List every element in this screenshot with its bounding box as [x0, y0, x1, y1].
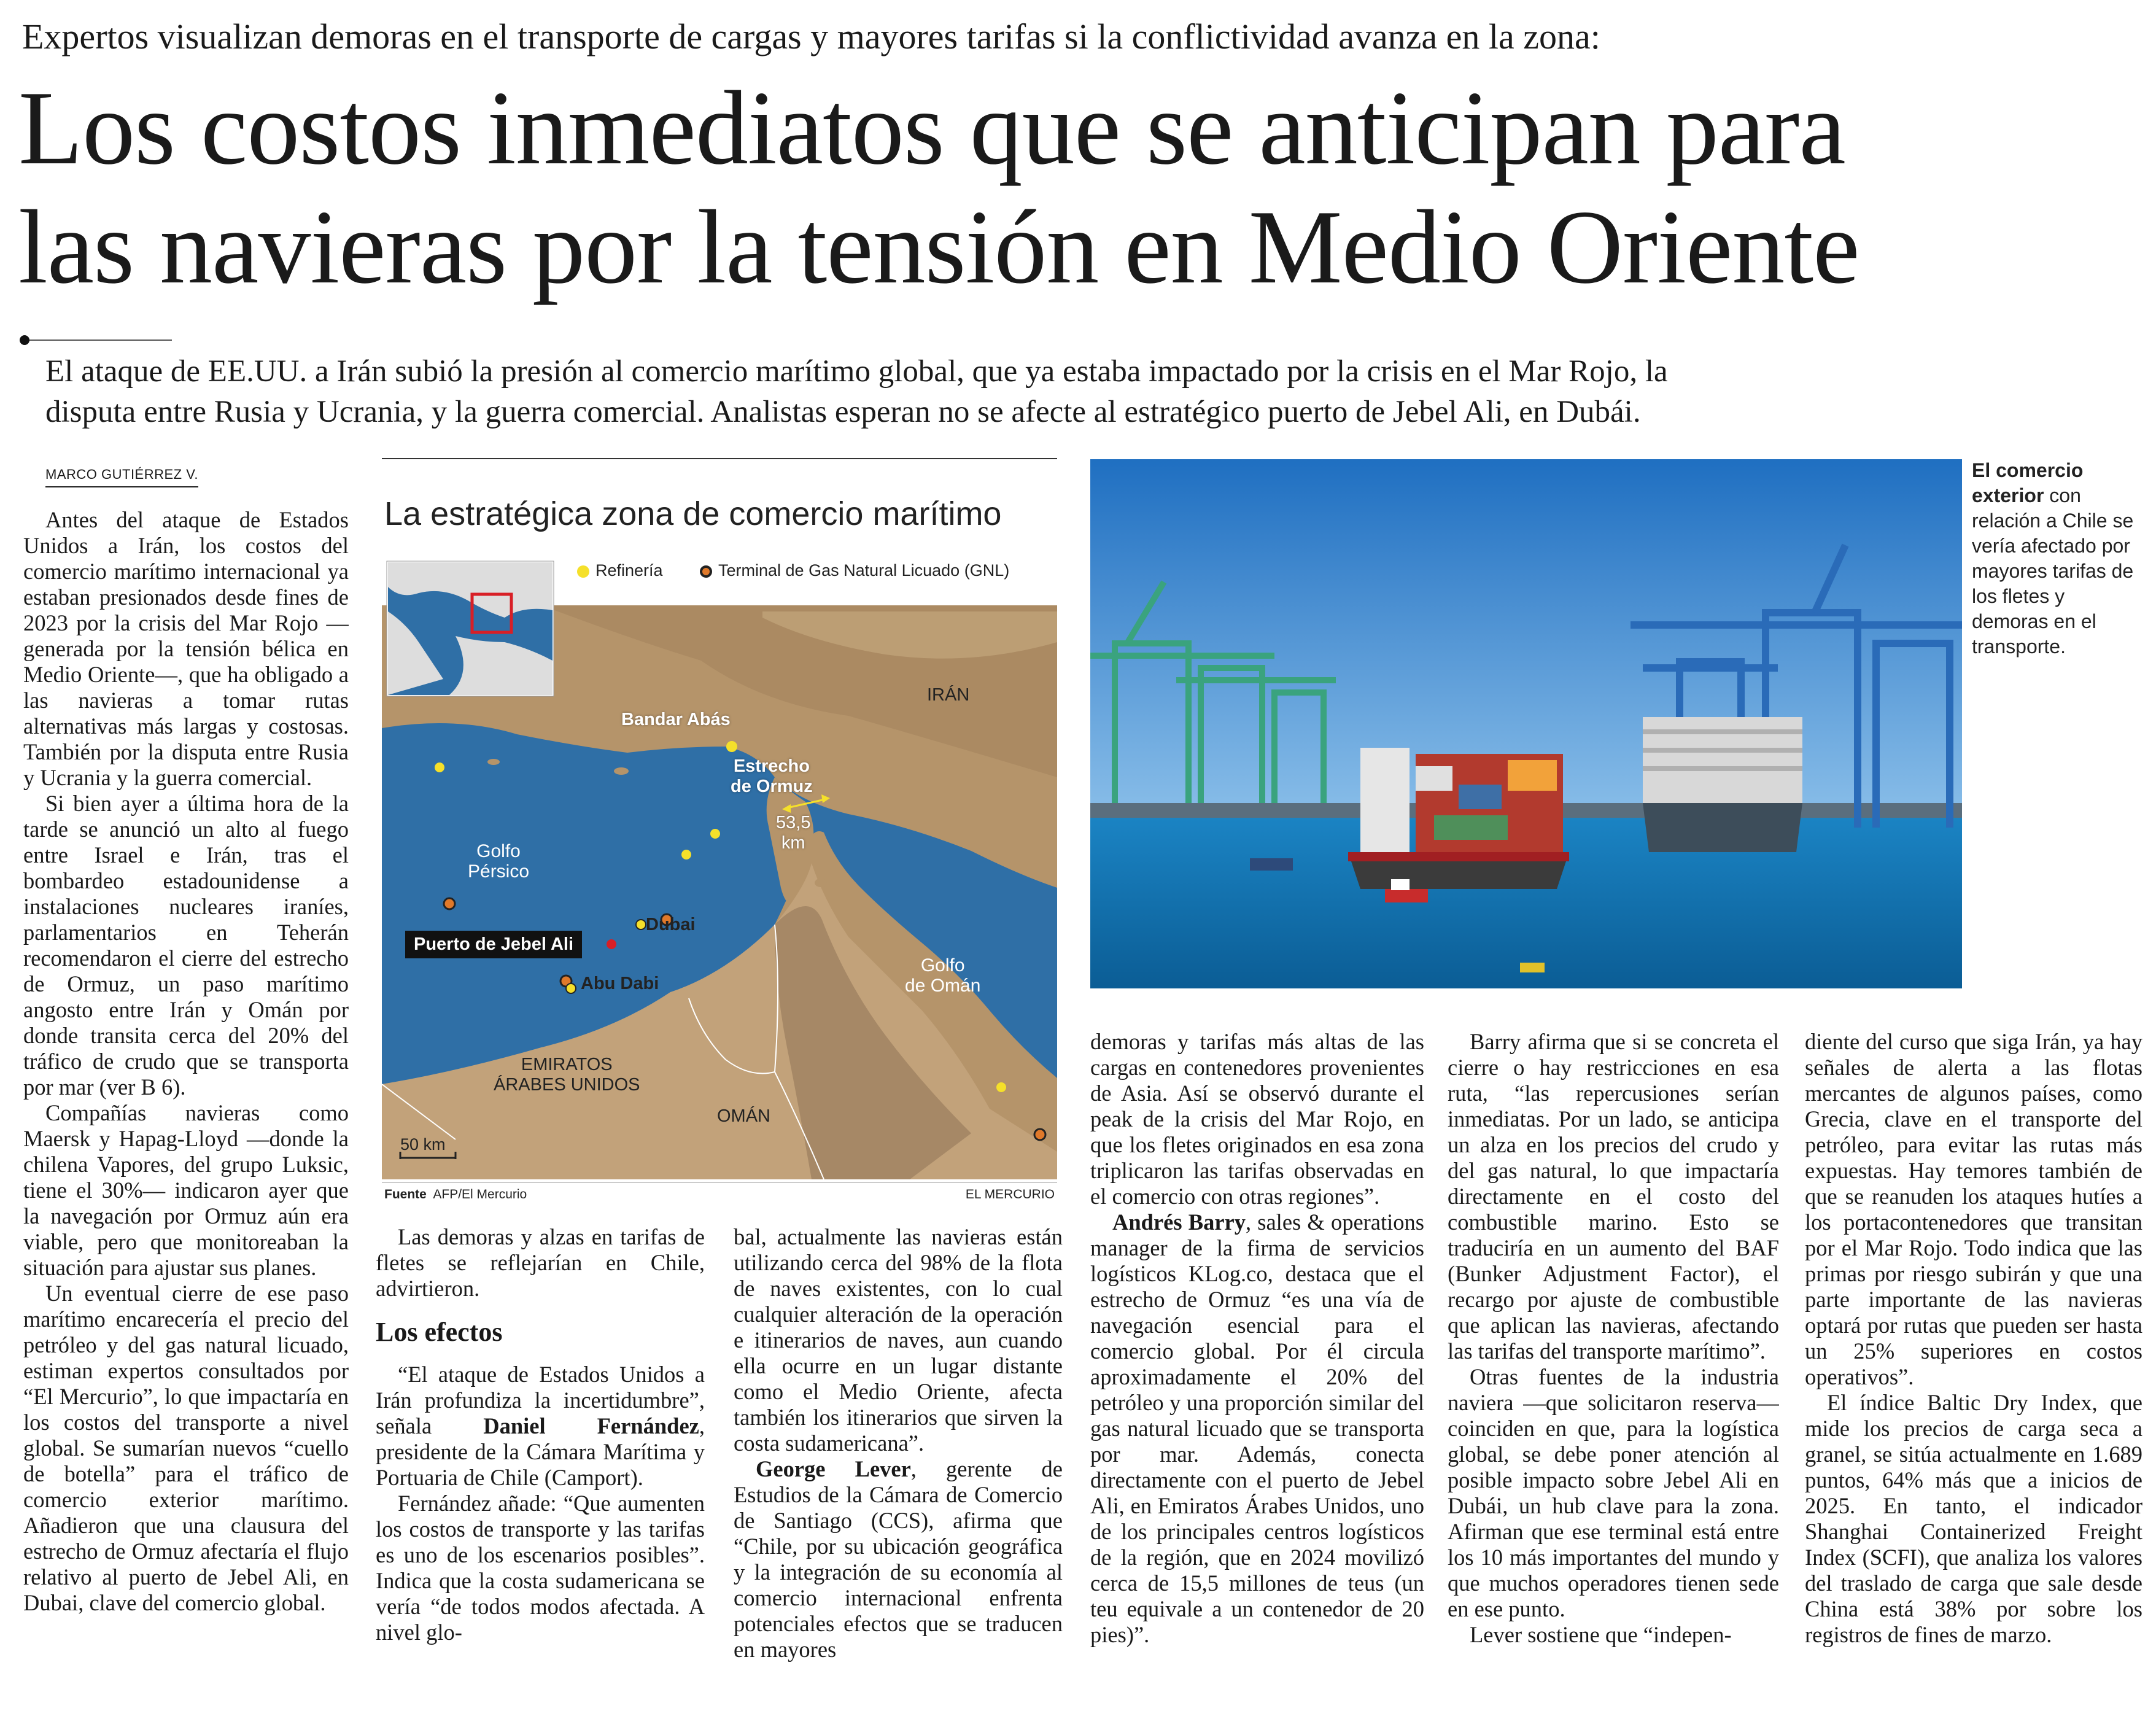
byline: MARCO GUTIÉRREZ V. — [45, 467, 198, 487]
body-column-6 — [1805, 1029, 2142, 1704]
refinery-dot — [710, 829, 720, 839]
legend-gnl-dot — [700, 565, 712, 578]
gnl-dot — [444, 898, 455, 909]
deck — [45, 351, 2120, 432]
buoy-boat — [1520, 963, 1545, 972]
paragraph: Barry afirma que si se concreta el cierre o hay restricciones en esa ruta, “las repercusiones serían inmediatas. Por un lado, se anticipa un alza en los precios del crudo y del gas natural, lo que impactaría directamente en el costo del combustible marino. Esto se traduciría en un aumento del BAF (Bunker Adjustment Factor), el recargo por ajuste de combustible que aplican las navieras, afectando las tarifas del transporte marítimo”. — [1448, 1029, 1779, 1364]
port-photo — [1090, 459, 1962, 988]
label-persian-gulf: Golfo Pérsico — [468, 841, 530, 882]
kicker: Expertos visualizan demoras en el transporte de cargas y mayores tarifas si la conflictividad avanza en la zona: — [22, 17, 1600, 56]
legend-gnl: Terminal de Gas Natural Licuado (GNL) — [700, 561, 1009, 580]
label-bandar-abas: Bandar Abás — [621, 710, 731, 729]
label-iran: IRÁN — [927, 685, 970, 705]
label-oman: OMÁN — [717, 1106, 770, 1126]
body-column-3 — [734, 1224, 1063, 1703]
tugboat — [1385, 889, 1428, 902]
port-photo-illustration — [1090, 459, 1962, 988]
paragraph: bal, actualmente las navieras están utilizando cerca del 98% de la flota de naves existentes, con lo cual cualquier alteración de la operación e itinerarios de naves, aun cuando ella ocurre en un lugar distante como el Medio Oriente, afecta también los itinerarios que sirven la costa sudamericana”. — [734, 1224, 1063, 1456]
paragraph: George Lever, gerente de Estudios de la Cámara de Comercio de Santiago (CCS), afirma que “Chile, por su ubicación geográfica y la integración de su economía al comercio internacional enfrenta potenciales efectos que se traducen en mayores — [734, 1456, 1063, 1662]
map-graphic — [382, 458, 1057, 1207]
island — [815, 879, 827, 887]
left-ship-stripe — [1348, 852, 1569, 861]
city-dot — [636, 920, 646, 929]
label-dubai: Dubai — [646, 915, 696, 934]
paragraph: Lever sostiene que “indepen- — [1470, 1622, 1732, 1647]
map-credit: EL MERCURIO — [965, 1187, 1055, 1201]
label-scale: 50 km — [400, 1135, 446, 1154]
headline-line-2: las navieras por la tensión en Medio Oriente — [18, 189, 1859, 306]
subhead: Los efectos — [376, 1317, 503, 1347]
photo-caption — [1972, 458, 2144, 659]
refinery-dot — [996, 1082, 1006, 1092]
label-abu-dhabi: Abu Dabi — [581, 974, 659, 993]
legend-refinery: Refinería — [577, 561, 663, 580]
paragraph: Antes del ataque de Estados Unidos a Irán, los costos del comercio marítimo internacional ya estaban presionados desde fines de 2023 por la crisis del Mar Rojo —generada por la tensión bélica en Medio Oriente—, que ha obligado a las navieras a tomar rutas alternativas más largas y costosas. También por la disputa entre Rusia y Ucrania y la guerra comercial. — [23, 507, 349, 790]
caption-lead: El comercio exterior — [1972, 459, 2084, 506]
jebel-ali-marker — [607, 939, 616, 949]
paragraph: demoras y tarifas más altas de las cargas en contenedores provenientes de Asia. Así se observó durante el peak de la crisis del Mar Rojo, en que los fletes originados en esa zona triplicaron las tarifas observadas en el comercio con otras regiones”. — [1090, 1029, 1424, 1209]
gnl-dot — [1034, 1129, 1045, 1140]
body-column-5 — [1448, 1029, 1779, 1704]
body-column-2 — [376, 1224, 705, 1703]
inset-map — [387, 561, 554, 696]
island — [487, 759, 500, 765]
paragraph: Fernández añade: “Que aumenten los costos de transporte y las tarifas es uno de los escenarios posibles”. Indica que la costa sudamericana se vería “de todos modos afectada. A nivel glo- — [376, 1491, 705, 1645]
paragraph: Un eventual cierre de ese paso marítimo encarecería el precio del petróleo y del gas natural licuado, estiman expertos consultados por “El Mercurio”, lo que impactaría en los costos del transporte a nivel global. Se sumarían nuevos “cuello de botella” para el tráfico de comercio exterior marítimo. Añadieron que una clausura del estrecho de Ormuz afectaría el flujo relativo al puerto de Jebel Ali, en Dubai, clave del comercio global. — [23, 1281, 349, 1615]
headline-line-1: Los costos inmediatos que se anticipan para — [18, 70, 1845, 187]
paragraph: “El ataque de Estados Unidos a Irán profundiza la incertidumbre”, señala Daniel Fernández, presidente de la Cámara Marítima y Portuaria de Chile (Camport). — [376, 1362, 705, 1490]
paragraph: Compañías navieras como Maersk y Hapag-Lloyd —donde la chilena Vapores, del grupo Luksic, tiene el 30%— indicaron ayer que la navegación por Ormuz aún era viable, pero que monitoreaban la situación para ajustar sus planes. — [23, 1100, 349, 1280]
city-dot — [566, 984, 576, 993]
refinery-dot — [435, 762, 444, 772]
map-title: La estratégica zona de comercio marítimo — [384, 495, 1002, 532]
label-uae: EMIRATOS ÁRABES UNIDOS — [494, 1055, 640, 1095]
refinery-dot — [726, 741, 737, 752]
headline — [18, 69, 2142, 307]
right-ship-hull — [1643, 803, 1802, 852]
legend-refinery-dot — [577, 565, 589, 578]
tugboat — [1250, 858, 1293, 871]
paragraph: El índice Baltic Dry Index, que mide los precios de carga seca a granel, se sitúa actualmente en 1.689 puntos, 64% más que a inicios de 2025. En tanto, el indicador Shanghai Containerized Freight Index (SCFI), que analiza los valores del traslado de carga que sale desde China está 38% por sobre los registros de fines de marzo. — [1805, 1390, 2142, 1647]
paragraph: diente del curso que siga Irán, ya hay señales de alerta a las flotas mercantes de algunos países, como Grecia, clave en el transporte del petróleo, para evitar las rutas más expuestas. Hay temores también de que se reanuden los ataques hutíes a los portacontenedores que transitan por el Mar Rojo. Todo indica que las primas por riesgo subirán y que una parte importante de las navieras optará por rutas que pueden ser hasta un 25% superiores en costos operativos”. — [1805, 1029, 2142, 1389]
body-column-4 — [1090, 1029, 1424, 1704]
paragraph: Las demoras y alzas en tarifas de fletes se reflejarían en Chile, advirtieron. — [376, 1224, 705, 1301]
map-source: Fuente AFP/El Mercurio — [384, 1187, 527, 1201]
decorative-dot-rule — [20, 334, 155, 346]
label-strait-width: 53,5 km — [776, 813, 811, 853]
label-jebel-ali: Puerto de Jebel Ali — [405, 931, 582, 958]
body-column-1 — [23, 507, 349, 1704]
label-gulf-of-oman: Golfo de Omán — [905, 955, 981, 996]
deck-line-2: disputa entre Rusia y Ucrania, y la guerra comercial. Analistas esperan no se afecte al estratégico puerto de Jebel Ali, en Dubái. — [45, 395, 1641, 429]
left-ship-containers — [1416, 754, 1563, 852]
paragraph: Andrés Barry, sales & operations manager de la firma de servicios logísticos KLog.co, destaca que el estrecho de Ormuz “es una vía de navegación esencial para el comercio global. Por él circula aproximadamente el 20% del petróleo y una proporción similar del gas natural licuado que se transporta por mar. Además, conecta directamente con el puerto de Jebel Ali, en Emiratos Árabes Unidos, uno de los principales centros logísticos de la región, que en 2024 movilizó cerca de 15,5 millones de teus (un teu equivale a un contenedor de 20 pies)”. — [1090, 1209, 1424, 1647]
left-ship-bridge — [1360, 748, 1410, 852]
caption-text: con relación a Chile se vería afectado por mayores tarifas de los fletes y demoras en el transporte. — [1972, 484, 2134, 658]
island — [614, 767, 629, 775]
paragraph: Otras fuentes de la industria naviera —que solicitaron reserva— coinciden en que, para la logística global, se debe poner atención al posible impacto sobre Jebel Ali en Dubái, un hub clave para la zona. Afirman que ese terminal está entre los 10 más importantes del mundo y que muchos operadores tienen sede en ese punto. — [1448, 1364, 1779, 1621]
deck-line-1: El ataque de EE.UU. a Irán subió la presión al comercio marítimo global, que ya estaba impactado por la crisis en el Mar Rojo, la — [45, 354, 1668, 389]
refinery-dot — [681, 850, 691, 859]
paragraph: Si bien ayer a última hora de la tarde se anunció un alto al fuego entre Israel e Irán, tras el bombardeo estadounidense a instalaciones nucleares iraníes, parlamentarios en Teherán recomendaron el cierre del estrecho de Ormuz, un paso marítimo angosto entre Irán y Omán por donde transita cerca del 20% del tráfico de crudo que se transporta por mar (ver B 6). — [23, 791, 349, 1100]
label-strait: Estrecho de Ormuz — [731, 756, 813, 796]
